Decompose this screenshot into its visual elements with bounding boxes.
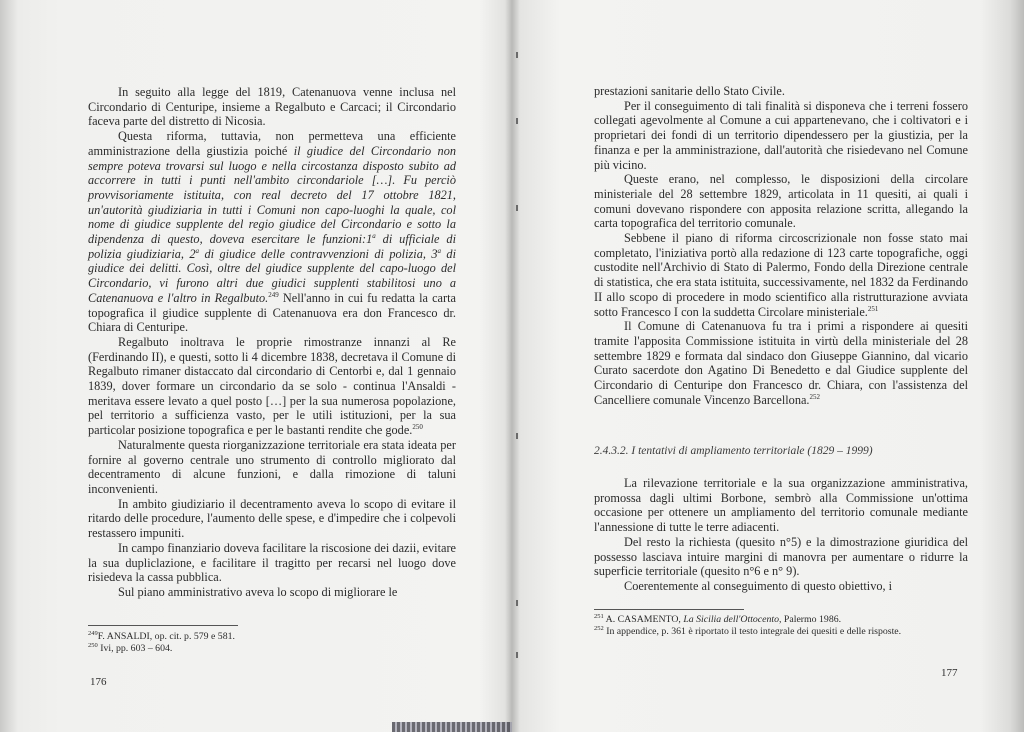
paragraph: [594, 535, 968, 579]
text-run: Sebbene il piano di riforma circoscrizionale non fosse stato mai completato, l'iniziativa portò alla redazione di 123 carte topografiche, oggi custodite nell'Archivio di Stato di Palermo, Fondo della Direzione centrale di statistica, che era stata istituita, successivamente, nel 1832 da Ferdinando II allo scopo di procedere in modo scientifico alla ristrutturazione avviata sotto Francesco I con la suddetta Circolare ministeriale.: [594, 231, 968, 319]
footnote-ref: 250: [412, 423, 423, 432]
paragraph: [594, 231, 968, 319]
text-run: La rilevazione territoriale e la sua organizzazione amministrativa, promossa dagli ultimi Borbone, sembrò alla Commissione un'ottima occasione per ottenere un ampliamento del territorio comunale mediante l'annessione di tutte le terre adiacenti.: [594, 476, 968, 535]
text-run: Naturalmente questa riorganizzazione territoriale era stata ideata per fornire al governo centrale uno strumento di controllo migliorato dal decentramento di alcune funzioni, e dalla rimozione di taluni inconvenienti.: [88, 437, 456, 496]
footnote-number: 250: [88, 642, 98, 649]
footnote-ref: 252: [809, 392, 820, 401]
margin-mark: [516, 118, 518, 124]
text-run: In seguito alla legge del 1819, Catenanuova venne inclusa nel Circondario di Centuripe, insieme a Regalbuto e Carcaci; il Circondario faceva parte del distretto di Nicosia.: [88, 85, 456, 129]
text-run: Per il conseguimento di tali finalità si disponeva che i terreni fossero collegati agevolmente al Comune a cui appartenevano, che i coltivatori e i proprietari dei fondi di un territorio dipendessero per la giustizia, per la finanza e per la amministrazione, dall'autorità che risiedevano nel Comune più vicino.: [594, 98, 968, 172]
paragraph: [88, 335, 456, 438]
text-run: Nell'anno in cui fu redatta la carta topografica il giudice supplente di Catenanuova era don Francesco dr. Chiara di Centuripe.: [88, 290, 456, 335]
binding-edge: [392, 722, 512, 732]
text-run: , Palermo 1986.: [779, 614, 842, 625]
footnote-ref: a: [437, 246, 441, 255]
text-run: F. ANSALDI, op. cit. p. 579 e 581.: [97, 631, 235, 642]
text-run: In appendice, p. 361 è riportato il testo integrale dei quesiti e delle risposte.: [603, 626, 902, 637]
footnote-ref: a: [372, 232, 376, 241]
text-run: Il Comune di Catenanuova fu tra i primi a rispondere ai quesiti tramite l'apposita Commissione istituita in virtù della ministeriale del 28 settembre 1829 e formata dal sindaco don Giuseppe Giannino, dal vicario Curato sacerdote don Agatino Di Benedetto e dal Giudice supplente del Circondario di Centuripe don Francesco dr. Chiara, con l'assistenza del Cancelliere comunale Vincenzo Barcellona.: [594, 319, 968, 407]
text-run: Sul piano amministrativo aveva lo scopo di migliorare le: [118, 584, 398, 599]
margin-mark: [516, 600, 518, 606]
footnote-ref: 249: [268, 290, 279, 299]
footnote-number: 252: [594, 625, 604, 632]
paragraph: [88, 585, 456, 600]
footnote-ref: 251: [867, 304, 879, 313]
italic-text: il giudice del Circondario non sempre poteva trovarsi sul luogo e nella circostanza disposto subito ad accorrere in tutti i punti nell'ambito circondariole […]. Fu perciò provvisoriamente istituita, con real decreto del 17 ottobre 1821, un'autorità giudiziaria in tutti i Comuni non capo-luoghi la quale, col nome di giudice supplente del regio giudice del Circondario e sotto la dipendenza di questo, doveva esercitare le funzioni:1: [88, 143, 456, 247]
margin-mark: [516, 433, 518, 439]
footnote-separator: [594, 609, 744, 610]
text-run: Regalbuto inoltrava le proprie rimostranze innanzi al Re (Ferdinando II), e questi, sotto li 4 dicembre 1838, decretava il Comune di Regalbuto rimaner distaccato dal circondario di Centorbi e, dal 1 gennaio 1839, dover formare un circondario da se solo - continua l'Ansaldi - meritava essere levato a quel posto […] per la sua numerosa popolazione, pel territorio a sufficienza vasto, per le utili istituzioni, per la sua particolar posizione topografica e per le bastanti rendite che gode.: [88, 334, 456, 438]
footnote-ref: a: [195, 246, 200, 255]
text-run: A. CASAMENTO,: [603, 614, 684, 625]
page-177: [512, 0, 1024, 732]
paragraph: [594, 579, 968, 594]
paragraph: [594, 172, 968, 231]
footnote: [594, 614, 974, 626]
section-heading: 2.4.3.2. I tentativi di ampliamento territoriale (1829 – 1999): [594, 445, 873, 457]
margin-mark: [516, 52, 518, 58]
text-run: Del resto la richiesta (quesito n°5) e la dimostrazione giuridica del possesso lasciava intuire margini di manovra per aumentare o ridurre la superficie territoriale (quesito n°6 e n° 9).: [594, 534, 968, 579]
text-run: Ivi, pp. 603 – 604.: [97, 643, 173, 654]
right-footnotes: [594, 614, 974, 638]
text-run: In ambito giudiziario il decentramento aveva lo scopo di evitare il ritardo delle procedure, l'aumento delle spese, e d'impedire che i colpevoli restassero impuniti.: [88, 496, 456, 541]
paragraph: [594, 319, 968, 407]
paragraph: [88, 129, 456, 335]
left-footnotes: [88, 631, 448, 655]
page-number-right: 177: [941, 667, 958, 679]
italic-text: di giudice dei delitti. Così, oltre del giudice supplente del capo-luogo del Circondario, vi furono altri due giudici supplenti stabilitosi uno a Catenanuova e l'altro in Regalbuto.: [88, 246, 456, 305]
footnote-separator: [88, 625, 238, 626]
paragraph: [594, 99, 968, 173]
text-run: Questa riforma, tuttavia, non permetteva una efficiente amministrazione della giustizia poiché: [88, 129, 456, 158]
footnote: [88, 631, 448, 643]
margin-mark: [516, 652, 518, 658]
footnote: [88, 643, 448, 655]
paragraph: [88, 497, 456, 541]
footnote-number: 251: [594, 613, 604, 620]
paragraph: [88, 438, 456, 497]
text-run: Coerentemente al conseguimento di questo obiettivo, i: [624, 578, 893, 593]
footnote-number: 249: [88, 630, 98, 637]
text-run: prestazioni sanitarie dello Stato Civile.: [594, 84, 785, 98]
paragraph: [88, 541, 456, 585]
italic-text: La Sicilia dell'Ottocento: [683, 614, 780, 625]
right-body-text: [594, 84, 968, 407]
page-number-left: 176: [90, 676, 107, 688]
right-section-text: [594, 476, 968, 594]
text-run: In campo finanziario doveva facilitare la riscosione dei dazii, evitare la sua dupliclazione, e facilitare il tragitto per recarsi nel luogo dove risiedeva la cassa pubblica.: [88, 540, 456, 585]
italic-text: di ufficiale di polizia giudiziaria, 2: [88, 232, 456, 261]
paragraph: [594, 476, 968, 535]
paragraph: [88, 85, 456, 129]
footnote: [594, 626, 974, 638]
text-run: Queste erano, nel complesso, le disposizioni della circolare ministeriale del 28 settembre 1829, articolata in 11 quesiti, ai quali i comuni dovevano rispondere con apposita relazione scritta, allegando la carta topografica del territorio comunale.: [594, 172, 968, 231]
margin-mark: [516, 205, 518, 211]
italic-text: di giudice delle contravvenzioni di polizia, 3: [199, 246, 438, 261]
paragraph: [594, 84, 968, 99]
left-body-text: [88, 85, 456, 600]
